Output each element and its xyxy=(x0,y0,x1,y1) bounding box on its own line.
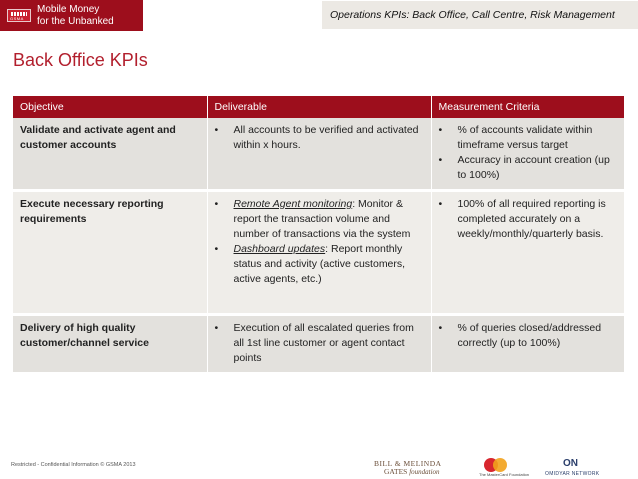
deliverable-lead: Remote Agent monitoring xyxy=(233,198,353,210)
gates-foundation-logo xyxy=(374,459,442,476)
deliverable-text: : Monitor & report the transaction volume and number of transactions via the system xyxy=(233,198,411,240)
page-title: Back Office KPIs xyxy=(13,50,148,70)
gates-logo-suffix: foundation xyxy=(409,468,440,476)
column-header-measurement-criteria: Measurement Criteria xyxy=(431,96,624,118)
list-item xyxy=(215,123,425,153)
mastercard-foundation-logo-icon xyxy=(484,458,508,472)
brand-block xyxy=(0,0,143,31)
list-item xyxy=(215,242,425,287)
deliverable-list xyxy=(215,321,425,366)
column-header-objective: Objective xyxy=(13,96,207,118)
list-item xyxy=(439,197,619,242)
footer-confidential-note: Restricted - Confidential Information © GSMA 2013 xyxy=(11,462,136,468)
criteria-text: % of queries closed/addressed correctly (up to 100%) xyxy=(457,322,602,349)
deliverable-cell xyxy=(207,118,431,191)
objective-cell: Delivery of high quality customer/channel service xyxy=(13,315,207,374)
column-header-deliverable: Deliverable xyxy=(207,96,431,118)
top-bar xyxy=(0,0,638,31)
deliverable-text: All accounts to be verified and activated within x hours. xyxy=(233,124,419,151)
deliverable-list xyxy=(215,197,425,287)
deliverable-cell xyxy=(207,315,431,374)
table-row xyxy=(13,315,624,374)
criteria-list xyxy=(439,321,619,351)
deliverable-text: Execution of all escalated queries from all 1st line customer or agent contact points xyxy=(233,322,414,364)
gsma-logo-icon xyxy=(7,9,31,22)
brand-line-1: Mobile Money xyxy=(37,4,100,15)
table-row xyxy=(13,191,624,315)
objective-cell: Validate and activate agent and customer accounts xyxy=(13,118,207,191)
objective-cell: Execute necessary reporting requirements xyxy=(13,191,207,315)
table-row xyxy=(13,118,624,191)
gates-logo-line-2: GATES xyxy=(384,467,408,476)
omidyar-network-text: OMIDYAR NETWORK xyxy=(545,471,600,477)
deliverable-text: : Report monthly status and activity (active customers, active agents, etc.) xyxy=(233,243,406,285)
list-item xyxy=(215,197,425,242)
brand-line-2: for the Unbanked xyxy=(37,16,114,27)
gsma-logo-text: GSMA xyxy=(10,16,24,21)
table-header-row xyxy=(13,96,624,118)
deliverable-list xyxy=(215,123,425,153)
deliverable-cell xyxy=(207,191,431,315)
mastercard-foundation-text: The MasterCard Foundation xyxy=(479,472,530,477)
criteria-cell xyxy=(431,191,624,315)
omidyar-network-logo-icon: ON xyxy=(563,458,578,469)
criteria-cell xyxy=(431,315,624,374)
criteria-list xyxy=(439,197,619,242)
kpi-table xyxy=(13,96,624,375)
criteria-text: % of accounts validate within timeframe versus target xyxy=(457,124,593,151)
list-item xyxy=(215,321,425,366)
deliverable-lead: Dashboard updates xyxy=(233,243,326,255)
list-item xyxy=(439,123,619,153)
gates-logo-line-1: BILL & MELINDA xyxy=(374,459,442,468)
header-title: Operations KPIs: Back Office, Call Centre, Risk Management xyxy=(322,1,638,29)
criteria-cell xyxy=(431,118,624,191)
criteria-text: Accuracy in account creation (up to 100%) xyxy=(457,154,610,181)
criteria-list xyxy=(439,123,619,183)
criteria-text: 100% of all required reporting is completed accurately on a weekly/monthly/quarterly basis. xyxy=(457,198,606,240)
list-item xyxy=(439,153,619,183)
list-item xyxy=(439,321,619,351)
